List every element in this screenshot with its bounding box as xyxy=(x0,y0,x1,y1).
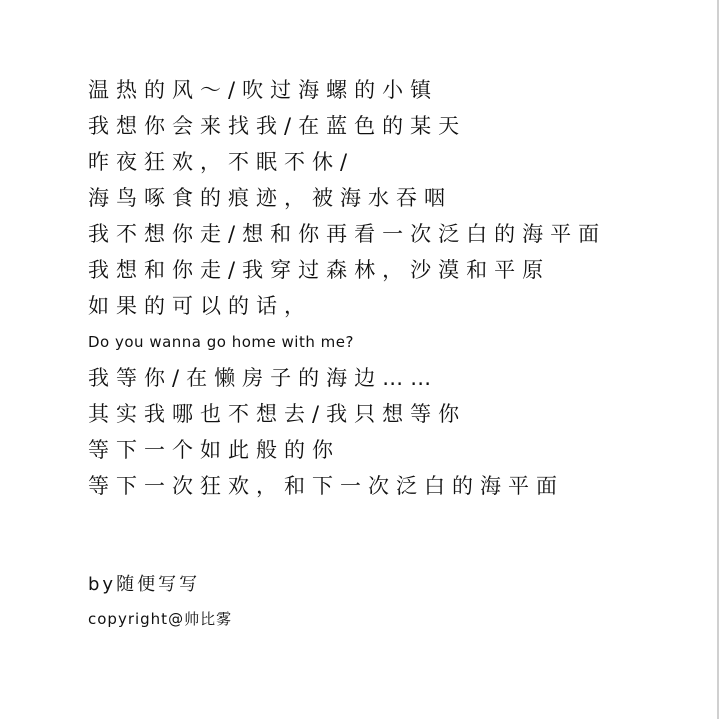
poem-line: 我想和你走/我穿过森林，沙漠和平原 xyxy=(88,258,551,282)
copyright-notice: copyright@帅比雾 xyxy=(88,610,233,628)
author-credit: by随便写写 xyxy=(88,574,201,595)
poem-line: 我等你/在懒房子的海边…… xyxy=(88,366,439,390)
poem-line: 我想你会来找我/在蓝色的某天 xyxy=(88,114,467,138)
poem-line: 海鸟啄食的痕迹，被海水吞咽 xyxy=(88,186,452,210)
poem-line: 等下一次狂欢，和下一次泛白的海平面 xyxy=(88,474,564,498)
poem-body xyxy=(88,72,688,504)
signature-block xyxy=(88,568,232,636)
poem-line: 温热的风～/吹过海螺的小镇 xyxy=(88,78,439,102)
poem-line: 等下一个如此般的你 xyxy=(88,438,340,462)
poem-line: 其实我哪也不想去/我只想等你 xyxy=(88,402,467,426)
poem-line-english: Do you wanna go home with me? xyxy=(88,333,354,351)
poem-line: 如果的可以的话， xyxy=(88,294,312,318)
poem-line: 我不想你走/想和你再看一次泛白的海平面 xyxy=(88,222,607,246)
poem-line: 昨夜狂欢，不眠不休/ xyxy=(88,150,355,174)
